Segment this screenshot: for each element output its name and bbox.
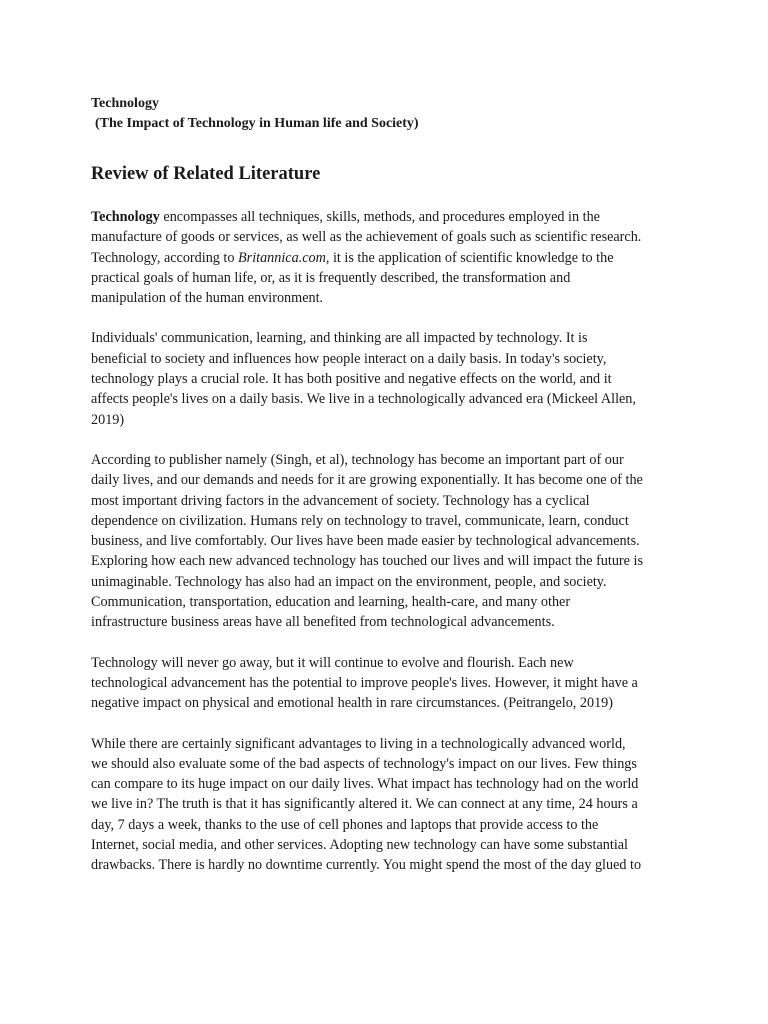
text-line: 2019) (91, 411, 125, 428)
text-line: Internet, social media, and other services. Adopting new technology can have some substantial (91, 837, 628, 854)
source-britannica: Britannica.com (238, 249, 326, 266)
text-line: we should also evaluate some of the bad aspects of technology's impact on our lives. Few things (91, 755, 637, 772)
text-line: infrastructure business areas have all benefited from technological advancements. (91, 614, 555, 631)
paragraph-evolve (91, 653, 681, 714)
text-line: most important driving factors in the advancement of society. Technology has a cyclical (91, 492, 590, 509)
text-line: negative impact on physical and emotional health in rare circumstances. (Peitrangelo, 2019) (91, 695, 614, 712)
text-line: affects people's lives on a daily basis. We live in a technologically advanced era (Mickeel Allen, (91, 391, 636, 408)
text-line: technology plays a crucial role. It has both positive and negative effects on the world, and it (91, 371, 612, 388)
text-line (91, 207, 681, 227)
text-line: can compare to its huge impact on our daily lives. What impact has technology had on the world (91, 776, 639, 793)
text-line: unimaginable. Technology has also had an impact on the environment, people, and society. (91, 573, 607, 590)
text-line: Communication, transportation, education and learning, health-care, and many other (91, 594, 571, 611)
text-line: Technology will never go away, but it will continue to evolve and flourish. Each new (91, 654, 574, 671)
text-line: business, and live comfortably. Our lives have been made easier by technological advancements. (91, 533, 640, 550)
text-line: manipulation of the human environment. (91, 290, 324, 307)
text-line: While there are certainly significant advantages to living in a technologically advanced world, (91, 735, 626, 752)
text-line: According to publisher namely (Singh, et al), technology has become an important part of our (91, 451, 624, 468)
text-line (91, 248, 681, 268)
document-subtitle: (The Impact of Technology in Human life and Society) (95, 116, 419, 131)
document-title: Technology (91, 96, 159, 111)
text-line: technological advancement has the potential to improve people's lives. However, it might have a (91, 674, 638, 691)
paragraph-impact (91, 328, 681, 429)
document-page (91, 94, 681, 876)
paragraph-drawbacks (91, 734, 681, 876)
text-line: drawbacks. There is hardly no downtime currently. You might spend the most of the day glued to (91, 857, 642, 874)
text-run: , it is the application of scientific knowledge to the (325, 249, 614, 266)
text-run: Technology, according to (91, 249, 239, 266)
paragraph-definition (91, 207, 681, 308)
text-line: daily lives, and our demands and needs for it are growing exponentially. It has become one of the (91, 472, 643, 489)
text-line: day, 7 days a week, thanks to the use of cell phones and laptops that provide access to the (91, 816, 599, 833)
text-line: practical goals of human life, or, as it is frequently described, the transformation and (91, 269, 571, 286)
section-heading: Review of Related Literature (91, 164, 321, 184)
text-run: encompasses all techniques, skills, methods, and procedures employed in the (159, 209, 600, 225)
text-line: we live in? The truth is that it has significantly altered it. We can connect at any time, 24 hours a (91, 796, 638, 813)
text-line: manufacture of goods or services, as well as the achievement of goals such as scientific research. (91, 229, 642, 246)
text-line: Individuals' communication, learning, and thinking are all impacted by technology. It is (91, 330, 588, 347)
text-line: beneficial to society and influences how people interact on a daily basis. In today's society, (91, 350, 607, 367)
text-line: Exploring how each new advanced technology has touched our lives and will impact the future is (91, 553, 643, 570)
paragraph-singh (91, 450, 681, 633)
term-technology: Technology (91, 209, 160, 225)
text-line: dependence on civilization. Humans rely on technology to travel, communicate, learn, conduct (91, 512, 629, 529)
